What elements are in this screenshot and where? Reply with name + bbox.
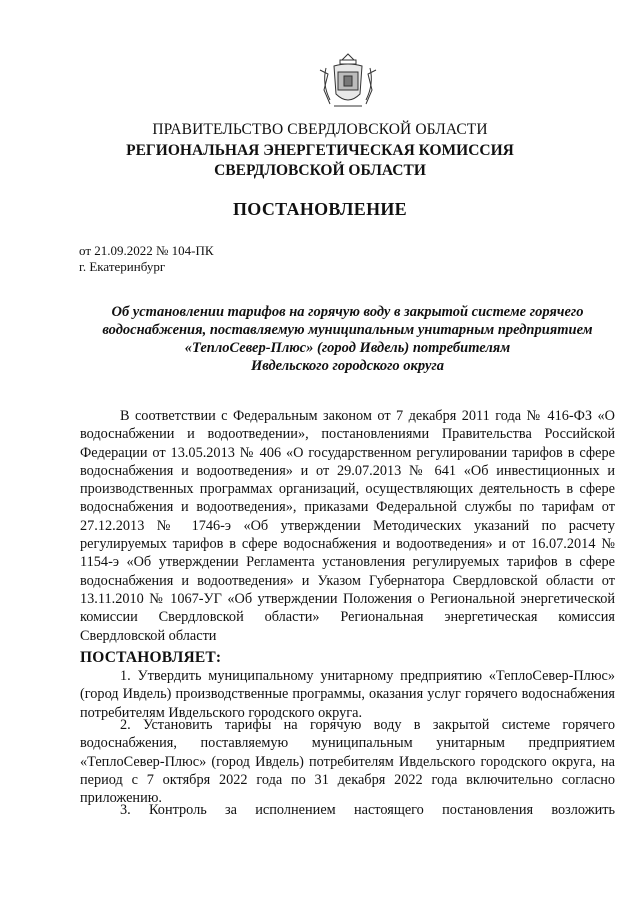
point-2: 2. Установить тарифы на горячую воду в закрытой системе горячего водоснабжения, поставляемую муниципальным унитарным предприятием «ТеплоСевер-Плюс» (город Ивдель) потребителям Ивдельского городского округа, на период с 7 октября 2022 года по 31 декабря 2022 года включительно согласно приложению.: [80, 717, 615, 807]
coat-of-arms-icon: [316, 50, 380, 114]
preamble-paragraph: В соответствии с Федеральным законом от 7 декабря 2011 года № 416-ФЗ «О водоснабжении и водоотведении», постановлениями Правительства Российской Федерации от 13.05.2013 № 406 «О государственном регулировании тарифов в сфере водоснабжения и водоотведения» и от 29.07.2013 № 641 «Об инвестиционных и производственных программах организаций, осуществляющих деятельность в сфере водоснабжения и водоотведения», приказами Федеральной службы по тарифам от 27.12.2013 № 1746-э «Об утверждении Методических указаний по расчету регулируемых тарифов в сфере водоснабжения и водоотведения» и от 16.07.2014 № 1154-э «Об утверждении Регламента установления регулируемых тарифов в сфере водоснабжения и водоотведения» и Указом Губернатора Свердловской области от 13.11.2010 № 1067-УГ «Об утверждении Положения о Региональной энергетической комиссии Свердловской области» Региональная энергетическая комиссия Свердловской области: [80, 408, 615, 644]
header-government: ПРАВИТЕЛЬСТВО СВЕРДЛОВСКОЙ ОБЛАСТИ: [152, 121, 488, 138]
document-type: ПОСТАНОВЛЕНИЕ: [233, 199, 407, 219]
decree-word: ПОСТАНОВЛЯЕТ:: [80, 649, 222, 666]
point-1: 1. Утвердить муниципальному унитарному предприятию «ТеплоСевер-Плюс» (город Ивдель) производственные программы, оказания услуг горячего водоснабжения потребителям Ивдельского городского округа.: [80, 668, 615, 721]
header-commission: РЕГИОНАЛЬНАЯ ЭНЕРГЕТИЧЕСКАЯ КОМИССИЯ: [126, 142, 514, 159]
document-date-number: от 21.09.2022 № 104-ПК: [79, 243, 214, 258]
subject-line: Об установлении тарифов на горячую воду в закрытой системе горячего: [111, 304, 584, 320]
subject-line: «ТеплоСевер-Плюс» (город Ивдель) потребителям: [184, 340, 511, 356]
header-region: СВЕРДЛОВСКОЙ ОБЛАСТИ: [214, 162, 426, 179]
point-3: 3. Контроль за исполнением настоящего постановления возложить: [120, 802, 615, 818]
document-city: г. Екатеринбург: [79, 259, 166, 274]
document-subject: [80, 303, 615, 375]
subject-line: Ивдельского городского округа: [250, 358, 445, 374]
subject-line: водоснабжения, поставляемую муниципальным унитарным предприятием: [102, 322, 593, 338]
